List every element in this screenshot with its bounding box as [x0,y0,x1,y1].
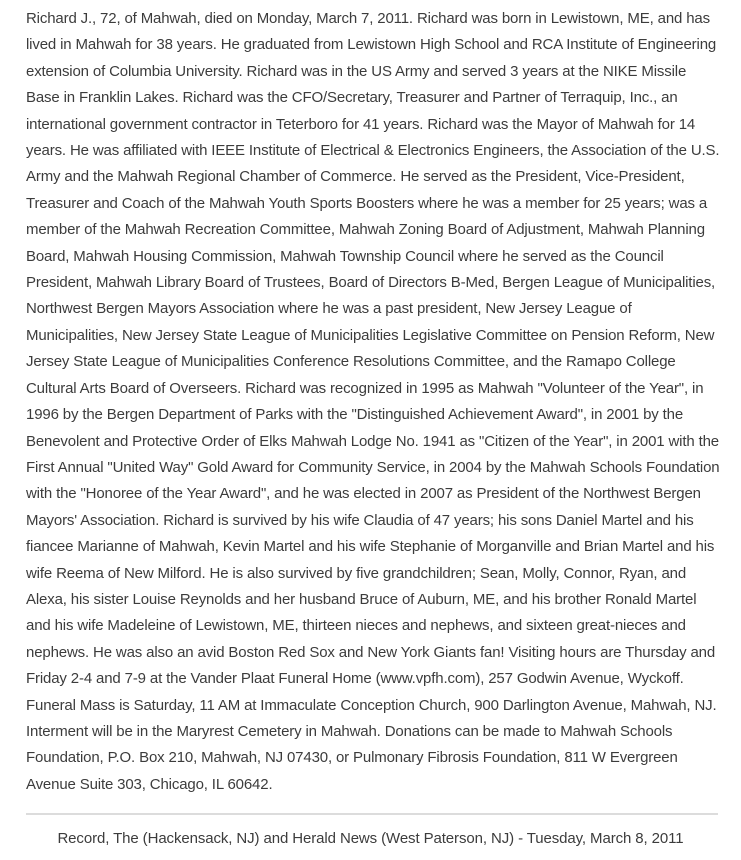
divider [26,813,718,815]
obituary-text: Richard J., 72, of Mahwah, died on Monday, March 7, 2011. Richard was born in Lewistown, ME, and has lived in Mahwah for 38 years. He graduated from Lewistown High School and RCA Institute of Engineering extension of Columbia University. Richard was in the US Army and served 3 years at the NIKE Missile Base in Franklin Lakes. Richard was the CFO/Secretary, Treasurer and Partner of Terraquip, Inc., an international government contractor in Teterboro for 41 years. Richard was the Mayor of Mahwah for 14 years. He was affiliated with IEEE Institute of Electrical & Electronics Engineers, the Association of the U.S. Army and the Mahwah Regional Chamber of Commerce. He served as the President, Vice-President, Treasurer and Coach of the Mahwah Youth Sports Boosters where he was a member for 25 years; was a member of the Mahwah Recreation Committee, Mahwah Zoning Board of Adjustment, Mahwah Planning Board, Mahwah Housing Commission, Mahwah Township Council where he served as the Council President, Mahwah Library Board of Trustees, Board of Directors B-Med, Bergen League of Municipalities, Northwest Bergen Mayors Association where he was a past president, New Jersey League of Municipalities, New Jersey State League of Municipalities Legislative Committee on Pension Reform, New Jersey State League of Municipalities Conference Resolutions Committee, and the Ramapo College Cultural Arts Board of Overseers. Richard was recognized in 1995 as Mahwah "Volunteer of the Year", in 1996 by the Bergen Department of Parks with the "Distinguished Achievement Award", in 2001 by the Benevolent and Protective Order of Elks Mahwah Lodge No. 1941 as "Citizen of the Year", in 2001 with the First Annual "United Way" Gold Award for Community Service, in 2004 by the Mahwah Schools Foundation with the "Honoree of the Year Award", and he was elected in 2007 as President of the Northwest Bergen Mayors' Association. Richard is survived by his wife Claudia of 47 years; his sons Daniel Martel and his fiancee Marianne of Mahwah, Kevin Martel and his wife Stephanie of Morganville and Brian Martel and his wife Reema of New Milford. He is also survived by five grandchildren; Sean, Molly, Connor, Ryan, and Alexa, his sister Louise Reynolds and her husband Bruce of Auburn, ME, and his brother Ronald Martel and his wife Madeleine of Lewistown, ME, thirteen nieces and nephews, and sixteen great-nieces and nephews. He was also an avid Boston Red Sox and New York Giants fan! Visiting hours are Thursday and Friday 2-4 and 7-9 at the Vander Plaat Funeral Home (www.vpfh.com), 257 Godwin Avenue, Wyckoff. Funeral Mass is Saturday, 11 AM at Immaculate Conception Church, 900 Darlington Avenue, Mahwah, NJ. Interment will be in the Maryrest Cemetery in Mahwah. Donations can be made to Mahwah Schools Foundation, P.O. Box 210, Mahwah, NJ 07430, or Pulmonary Fibrosis Foundation, 811 W Evergreen Avenue Suite 303, Chicago, IL 60642. [26,10,720,793]
publication-source: Record, The (Hackensack, NJ) and Herald News (West Paterson, NJ) - Tuesday, March 8, 2011 [57,830,684,847]
